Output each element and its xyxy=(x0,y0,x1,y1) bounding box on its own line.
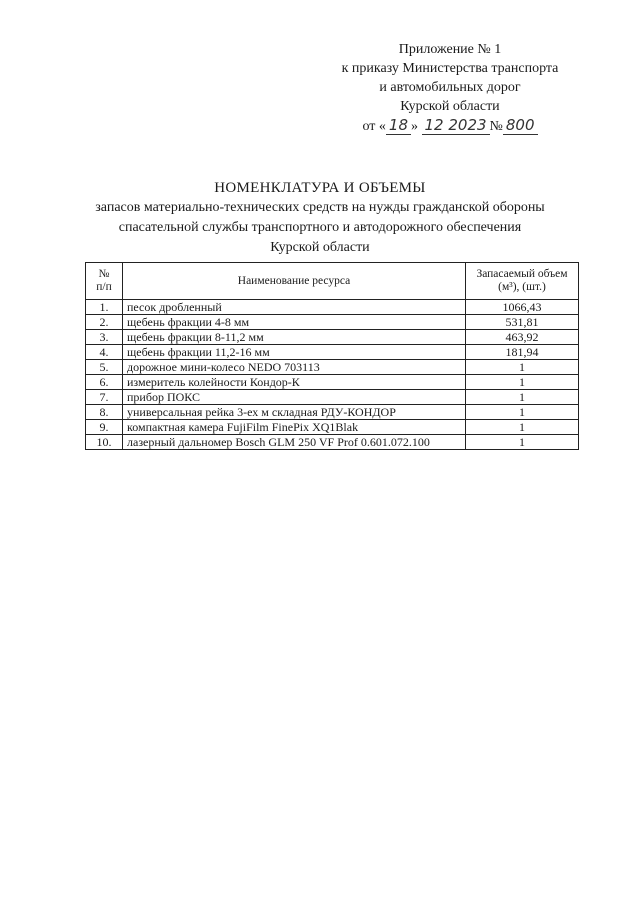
table-header-row xyxy=(86,263,579,300)
table-row xyxy=(86,315,579,330)
document-title: НОМЕНКЛАТУРА И ОБЪЕМЫ xyxy=(214,180,426,196)
row-volume: 1 xyxy=(466,390,579,405)
order-number-handwritten: 800 xyxy=(503,116,538,135)
row-resource-name: лазерный дальномер Bosch GLM 250 VF Prof 0.601.072.100 xyxy=(123,435,466,450)
header-volume-line-1: Запасаемый объем xyxy=(476,268,568,280)
row-number: 5. xyxy=(86,360,123,375)
document-subtitle-line-3: Курской области xyxy=(270,240,370,255)
table-row xyxy=(86,345,579,360)
row-volume: 1066,43 xyxy=(466,300,579,315)
table-row xyxy=(86,300,579,315)
table-row xyxy=(86,390,579,405)
row-number: 6. xyxy=(86,375,123,390)
appendix-ministry-line: и автомобильных дорог xyxy=(379,80,521,95)
row-resource-name: измеритель колейности Кондор-К xyxy=(123,375,466,390)
row-volume: 531,81 xyxy=(466,315,579,330)
number-prefix: № xyxy=(489,119,503,134)
row-volume: 1 xyxy=(466,435,579,450)
header-volume-line-2: (м³), (шт.) xyxy=(498,281,546,293)
row-volume: 1 xyxy=(466,420,579,435)
document-heading xyxy=(60,178,580,258)
row-resource-name: дорожное мини-колесо NEDO 703113 xyxy=(123,360,466,375)
table-row xyxy=(86,420,579,435)
row-number: 9. xyxy=(86,420,123,435)
table-row xyxy=(86,405,579,420)
appendix-order-line: к приказу Министерства транспорта xyxy=(341,61,559,76)
appendix-date-line xyxy=(300,116,600,136)
row-resource-name: щебень фракции 4-8 мм xyxy=(123,315,466,330)
row-volume: 463,92 xyxy=(466,330,579,345)
row-number: 8. xyxy=(86,405,123,420)
row-number: 3. xyxy=(86,330,123,345)
table-row xyxy=(86,330,579,345)
row-resource-name: прибор ПОКС xyxy=(123,390,466,405)
date-mid: » xyxy=(411,119,418,134)
row-resource-name: компактная камера FujiFilm FinePix XQ1Blak xyxy=(123,420,466,435)
document-subtitle-line-1: запасов материально-технических средств на нужды гражданской обороны xyxy=(95,200,545,215)
date-day-handwritten: 18 xyxy=(386,116,411,135)
row-resource-name: песок дробленный xyxy=(123,300,466,315)
row-number: 4. xyxy=(86,345,123,360)
header-number-line-1: № xyxy=(98,268,110,280)
row-resource-name: щебень фракции 11,2-16 мм xyxy=(123,345,466,360)
row-number: 1. xyxy=(86,300,123,315)
row-number: 7. xyxy=(86,390,123,405)
header-number-line-2: п/п xyxy=(96,281,112,293)
row-volume: 1 xyxy=(466,360,579,375)
header-volume xyxy=(466,263,579,300)
resources-table xyxy=(85,262,579,450)
table-row xyxy=(86,375,579,390)
row-volume: 1 xyxy=(466,405,579,420)
row-number: 2. xyxy=(86,315,123,330)
row-volume: 181,94 xyxy=(466,345,579,360)
date-prefix: от « xyxy=(362,119,386,134)
header-resource-name: Наименование ресурса xyxy=(123,263,466,300)
header-number xyxy=(86,263,123,300)
row-resource-name: щебень фракции 8-11,2 мм xyxy=(123,330,466,345)
document-subtitle-line-2: спасательной службы транспортного и автодорожного обеспечения xyxy=(118,220,522,235)
date-month-year-handwritten: 12 2023 xyxy=(422,116,490,135)
row-number: 10. xyxy=(86,435,123,450)
appendix-title: Приложение № 1 xyxy=(398,42,502,57)
appendix-region-line: Курской области xyxy=(400,99,500,114)
table-row xyxy=(86,360,579,375)
table-row xyxy=(86,435,579,450)
row-resource-name: универсальная рейка 3-ех м складная РДУ-КОНДОР xyxy=(123,405,466,420)
row-volume: 1 xyxy=(466,375,579,390)
appendix-header xyxy=(300,40,600,136)
